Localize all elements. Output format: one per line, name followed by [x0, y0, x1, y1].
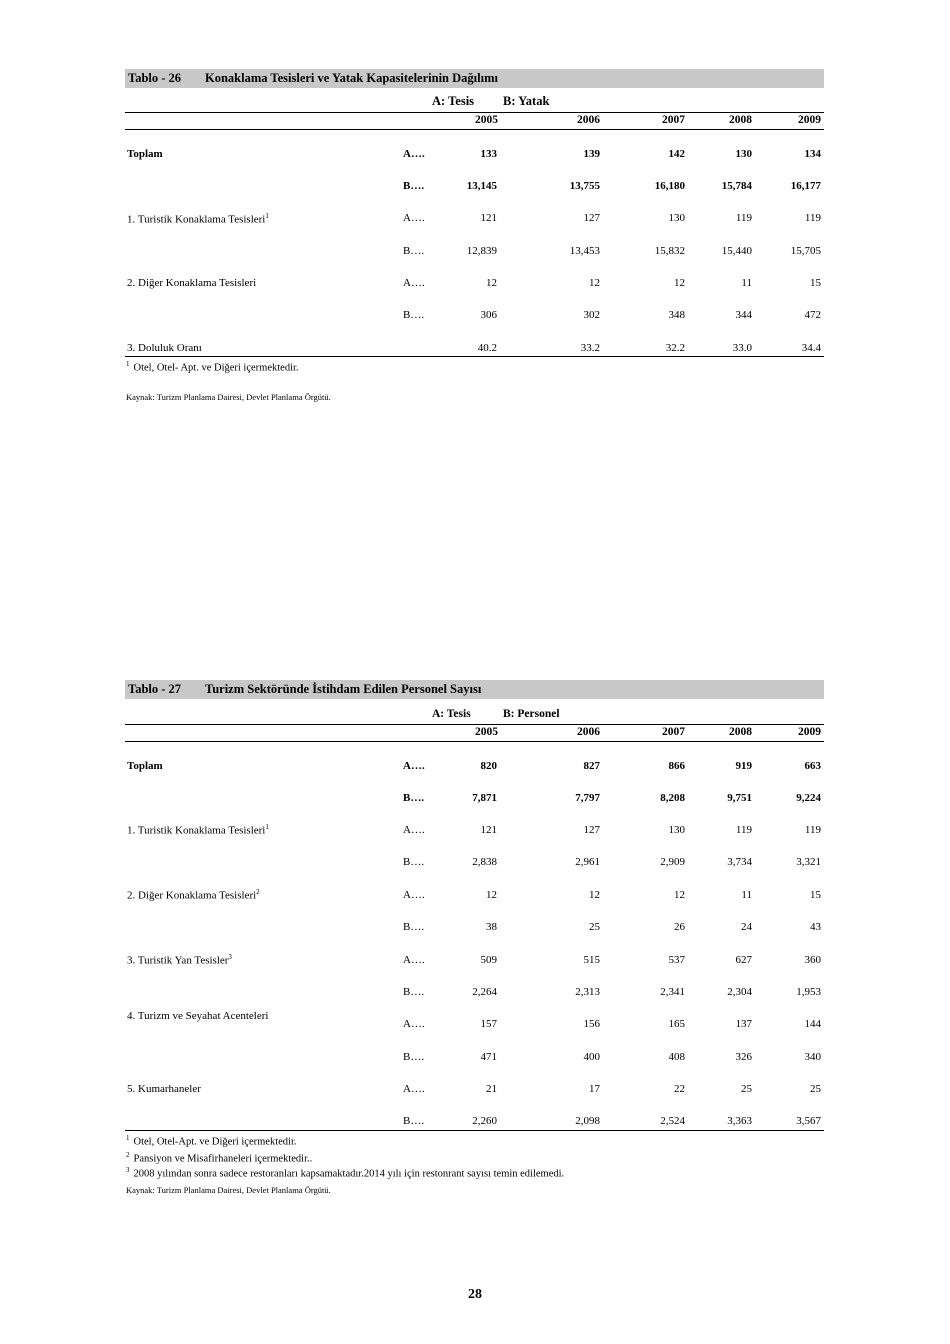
- row-label-diger: 2. Diğer Konaklama Tesisleri: [127, 277, 257, 289]
- table-cell: 13,755: [569, 180, 600, 192]
- row-label-toplam: Toplam: [127, 148, 163, 160]
- row-type-a: A….: [403, 277, 425, 289]
- table-cell: 663: [804, 760, 821, 772]
- table-cell: 139: [583, 148, 600, 160]
- table-27-year: 2007: [662, 726, 685, 738]
- table-27-year: 2005: [475, 726, 498, 738]
- table-cell: 43: [810, 921, 821, 933]
- table-cell: 38: [486, 921, 497, 933]
- table-cell: 2,260: [472, 1115, 497, 1127]
- table-cell: 12: [674, 889, 685, 901]
- table-cell: 25: [589, 921, 600, 933]
- table-cell: 348: [668, 309, 685, 321]
- table-cell: 130: [668, 824, 685, 836]
- table-27: [125, 680, 824, 1140]
- table-cell: 3,734: [727, 856, 752, 868]
- table-cell: 142: [668, 148, 685, 160]
- table-27-top-rule: [125, 724, 824, 725]
- table-cell: 2,524: [660, 1115, 685, 1127]
- table-cell: 3,321: [796, 856, 821, 868]
- table-cell: 7,797: [575, 792, 600, 804]
- row-type-b: B….: [403, 180, 425, 192]
- table-27-footnote: [126, 1134, 297, 1148]
- row-type-b: B….: [403, 921, 425, 933]
- footnote-number: 1: [126, 1134, 130, 1142]
- table-cell: 13,453: [569, 245, 600, 257]
- table-cell: 2,304: [727, 986, 752, 998]
- table-26-number: Tablo - 26: [128, 71, 182, 85]
- row-type-b: B….: [403, 1115, 425, 1127]
- table-cell: 133: [480, 148, 497, 160]
- row-label-text: 3. Turistik Yan Tesisler: [127, 954, 229, 967]
- table-cell: 1,953: [796, 986, 821, 998]
- table-cell: 137: [735, 1018, 752, 1030]
- table-cell: 12: [674, 277, 685, 289]
- table-cell: 13,145: [466, 180, 497, 192]
- table-cell: 25: [741, 1083, 752, 1095]
- row-type-a: A….: [403, 148, 425, 160]
- table-cell: 130: [668, 212, 685, 224]
- row-type-a: A….: [403, 824, 425, 836]
- row-label-text: 2. Diğer Konaklama Tesisleri: [127, 889, 257, 902]
- row-label-acenteler: 4. Turizm ve Seyahat Acenteleri: [127, 1010, 269, 1022]
- table-cell: 12: [589, 277, 600, 289]
- table-cell: 2,961: [575, 856, 600, 868]
- table-cell: 344: [735, 309, 752, 321]
- table-27-legend-b: B: Personel: [503, 708, 560, 720]
- table-cell: 15,440: [721, 245, 752, 257]
- table-cell: 12: [486, 277, 497, 289]
- table-cell: 340: [804, 1051, 821, 1063]
- table-cell: 12: [486, 889, 497, 901]
- page-number: 28: [468, 1287, 482, 1302]
- table-cell: 15,832: [654, 245, 685, 257]
- row-label-yan-tesisler: [127, 953, 232, 967]
- table-27-number: Tablo - 27: [128, 682, 182, 696]
- table-cell: 15: [810, 277, 821, 289]
- footnote-ref: 2: [256, 888, 260, 896]
- table-26-legend-a: A: Tesis: [432, 94, 475, 108]
- table-cell: 121: [480, 824, 497, 836]
- row-label-text: 1. Turistik Konaklama Tesisleri: [127, 213, 266, 226]
- row-type-b: B….: [403, 309, 425, 321]
- table-cell: 144: [804, 1018, 821, 1030]
- footnote-ref: 1: [265, 823, 269, 831]
- table-cell: 537: [668, 954, 685, 966]
- table-cell: 408: [668, 1051, 685, 1063]
- table-cell: 32.2: [665, 342, 685, 354]
- table-cell: 25: [810, 1083, 821, 1095]
- table-cell: 302: [583, 309, 600, 321]
- footnote-text: Otel, Otel- Apt. ve Diğeri içermektedir.: [133, 362, 299, 374]
- footnote-number: 1: [126, 360, 130, 368]
- table-cell: 2,098: [575, 1115, 600, 1127]
- table-26-title-bar: [125, 69, 824, 88]
- table-26-footnote: [126, 360, 299, 374]
- table-cell: 15,784: [721, 180, 752, 192]
- table-cell: 119: [735, 212, 752, 224]
- row-label-kumarhaneler: 5. Kumarhaneler: [127, 1083, 201, 1095]
- table-cell: 33.0: [732, 342, 752, 354]
- table-cell: 130: [735, 148, 752, 160]
- table-27-title: Turizm Sektöründe İstihdam Edilen Personel Sayısı: [205, 682, 482, 696]
- row-type-a: A….: [403, 954, 425, 966]
- footnote-text: Pansiyon ve Misafirhaneleri içermektedir..: [133, 1153, 313, 1165]
- table-cell: 9,751: [727, 792, 752, 804]
- table-26-year: 2009: [798, 114, 821, 126]
- table-cell: 127: [583, 212, 600, 224]
- table-cell: 24: [741, 921, 752, 933]
- row-label-doluluk: 3. Doluluk Oranı: [127, 342, 202, 354]
- table-cell: 119: [735, 824, 752, 836]
- table-27-year: 2006: [577, 726, 600, 738]
- table-27-footnote: [126, 1151, 312, 1165]
- table-cell: 515: [583, 954, 600, 966]
- table-cell: 21: [486, 1083, 497, 1095]
- table-26-year: 2007: [662, 114, 685, 126]
- table-27-year: 2009: [798, 726, 821, 738]
- row-label-turistik: [127, 823, 269, 837]
- table-26-bottom-rule: [125, 356, 824, 357]
- table-cell: 165: [668, 1018, 685, 1030]
- row-label-diger: [127, 888, 260, 902]
- table-cell: 2,341: [660, 986, 685, 998]
- table-cell: 326: [735, 1051, 752, 1063]
- table-27-header-rule: [125, 741, 824, 742]
- table-cell: 2,313: [575, 986, 600, 998]
- table-cell: 119: [804, 212, 821, 224]
- table-26: [125, 69, 824, 369]
- table-26-year: 2005: [475, 114, 498, 126]
- table-cell: 11: [741, 889, 752, 901]
- table-cell: 40.2: [477, 342, 497, 354]
- row-type-a: A….: [403, 212, 425, 224]
- row-label-text: 1. Turistik Konaklama Tesisleri: [127, 824, 266, 837]
- table-cell: 2,264: [472, 986, 497, 998]
- table-cell: 472: [804, 309, 821, 321]
- table-cell: 3,363: [727, 1115, 752, 1127]
- table-cell: 306: [480, 309, 497, 321]
- table-26-header-rule: [125, 129, 824, 130]
- table-cell: 2,909: [660, 856, 685, 868]
- table-cell: 8,208: [660, 792, 685, 804]
- table-cell: 22: [674, 1083, 685, 1095]
- row-type-b: B….: [403, 245, 425, 257]
- row-type-b: B….: [403, 1051, 425, 1063]
- table-cell: 15,705: [790, 245, 821, 257]
- table-27-source: Kaynak: Turizm Planlama Dairesi, Devlet Planlama Örgütü.: [126, 1185, 331, 1195]
- table-cell: 3,567: [796, 1115, 821, 1127]
- row-type-a: A….: [403, 760, 425, 772]
- table-cell: 156: [583, 1018, 600, 1030]
- row-label-toplam: Toplam: [127, 760, 163, 772]
- table-cell: 121: [480, 212, 497, 224]
- table-cell: 33.2: [580, 342, 600, 354]
- table-cell: 820: [480, 760, 497, 772]
- table-cell: 11: [741, 277, 752, 289]
- footnote-ref: 3: [228, 953, 232, 961]
- table-26-title: Konaklama Tesisleri ve Yatak Kapasitelerinin Dağılımı: [205, 71, 498, 85]
- table-cell: 509: [480, 954, 497, 966]
- row-type-a: A….: [403, 1018, 425, 1030]
- table-cell: 26: [674, 921, 685, 933]
- table-cell: 627: [735, 954, 752, 966]
- footnote-number: 2: [126, 1151, 130, 1159]
- table-27-bottom-rule: [125, 1130, 824, 1131]
- table-cell: 34.4: [801, 342, 821, 354]
- table-cell: 7,871: [472, 792, 497, 804]
- row-type-a: A….: [403, 1083, 425, 1095]
- table-26-year: 2006: [577, 114, 600, 126]
- table-cell: 15: [810, 889, 821, 901]
- table-cell: 16,180: [654, 180, 685, 192]
- footnote-number: 3: [126, 1166, 130, 1174]
- table-cell: 2,838: [472, 856, 497, 868]
- table-27-year: 2008: [729, 726, 752, 738]
- table-26-legend-b: B: Yatak: [503, 94, 550, 108]
- table-27-title-bar: [125, 680, 824, 699]
- footnote-text: Otel, Otel-Apt. ve Diğeri içermektedir.: [133, 1136, 297, 1148]
- table-cell: 17: [589, 1083, 600, 1095]
- table-cell: 919: [735, 760, 752, 772]
- table-cell: 134: [804, 148, 821, 160]
- table-cell: 400: [583, 1051, 600, 1063]
- table-27-footnote: [126, 1166, 564, 1180]
- row-type-b: B….: [403, 986, 425, 998]
- table-cell: 9,224: [796, 792, 821, 804]
- footnote-text: 2008 yılından sonra sadece restoranları kapsamaktadır.2014 yılı için restonrant sayısı temin edilemedi.: [133, 1168, 565, 1180]
- table-cell: 866: [668, 760, 685, 772]
- table-cell: 471: [480, 1051, 497, 1063]
- table-cell: 12,839: [466, 245, 497, 257]
- row-type-a: A….: [403, 889, 425, 901]
- table-26-year: 2008: [729, 114, 752, 126]
- table-cell: 16,177: [790, 180, 821, 192]
- row-label-turistik: [127, 212, 269, 226]
- table-cell: 119: [804, 824, 821, 836]
- table-26-source: Kaynak: Turizm Planlama Dairesi, Devlet Planlama Örgütü.: [126, 392, 331, 402]
- table-26-top-rule: [125, 112, 824, 113]
- table-cell: 827: [583, 760, 600, 772]
- footnote-ref: 1: [265, 212, 269, 220]
- table-cell: 360: [804, 954, 821, 966]
- table-cell: 127: [583, 824, 600, 836]
- row-type-b: B….: [403, 856, 425, 868]
- row-type-b: B….: [403, 792, 425, 804]
- table-27-legend-a: A: Tesis: [432, 708, 471, 720]
- table-cell: 12: [589, 889, 600, 901]
- table-cell: 157: [480, 1018, 497, 1030]
